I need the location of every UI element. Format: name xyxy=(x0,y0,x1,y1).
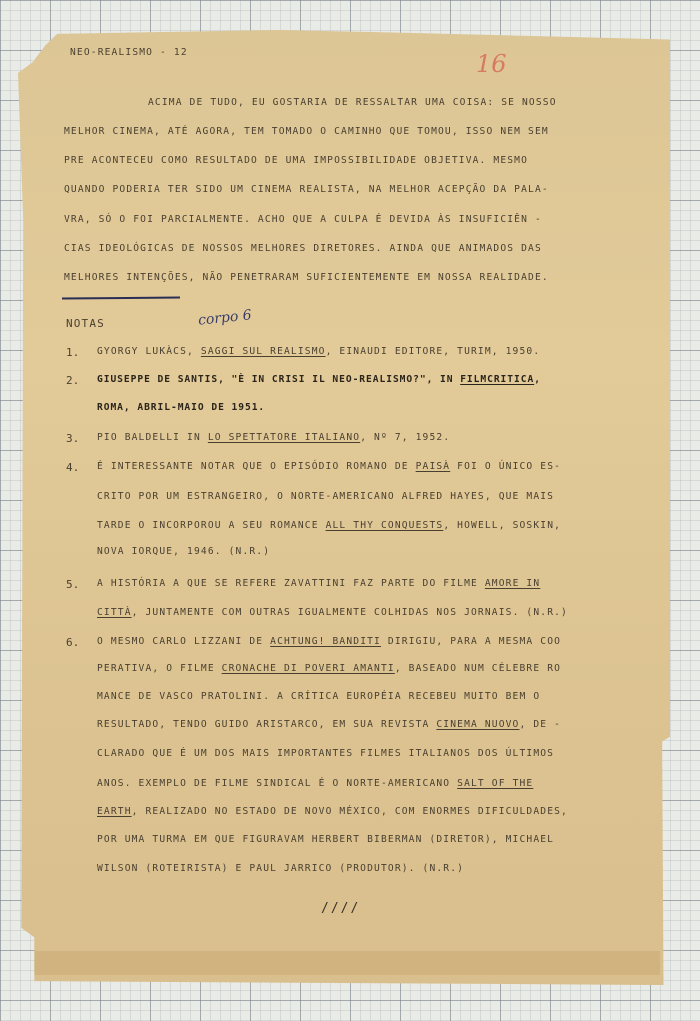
note-line xyxy=(97,461,561,472)
note-text: , JUNTAMENTE COM OUTRAS IGUALMENTE COLHIDAS NOS JORNAIS. (N.R.) xyxy=(131,607,568,618)
note-text: TARDE O INCORPOROU A SEU ROMANCE xyxy=(97,520,326,531)
note-text: RESULTADO, TENDO GUIDO ARISTARCO, EM SUA REVISTA xyxy=(97,719,437,730)
note-line xyxy=(97,778,533,789)
underlined-title: SAGGI SUL REALISMO xyxy=(200,346,326,357)
body-line: MELHORES INTENÇÕES, NÃO PENETRARAM SUFICIENTEMENTE EM NOSSA REALIDADE. xyxy=(64,272,549,283)
underlined-title: CITTÀ xyxy=(97,607,132,618)
note-line xyxy=(97,491,554,502)
note-number: 3. xyxy=(66,432,80,445)
note-text: GIUSEPPE DE SANTIS, "È IN CRISI IL NEO-REALISMO?", IN xyxy=(97,374,461,385)
header-label: NEO-REALISMO - 12 xyxy=(70,47,188,58)
note-text: DIRIGIU, PARA A MESMA COO xyxy=(380,636,562,647)
body-line: CIAS IDEOLÓGICAS DE NOSSOS MELHORES DIRETORES. AINDA QUE ANIMADOS DAS xyxy=(64,243,542,254)
body-line: MELHOR CINEMA, ATÉ AGORA, TEM TOMADO O CAMINHO QUE TOMOU, ISSO NEM SEM xyxy=(64,126,549,137)
note-text: CRITO POR UM ESTRANGEIRO, O NORTE-AMERICANO ALFRED HAYES, QUE MAIS xyxy=(97,491,555,502)
note-text: , Nº 7, 1952. xyxy=(360,432,451,443)
note-number: 4. xyxy=(66,461,80,474)
note-line xyxy=(97,748,554,759)
note-text: GYORGY LUKÀCS, xyxy=(97,346,201,357)
note-text: MANCE DE VASCO PRATOLINI. A CRÍTICA EUROPÉIA RECEBEU MUITO BEM O xyxy=(97,691,541,702)
note-line xyxy=(97,546,270,557)
note-line xyxy=(97,636,561,647)
note-text: ROMA, ABRIL-MAIO DE 1951. xyxy=(97,402,266,413)
note-line xyxy=(97,663,561,674)
note-line xyxy=(97,806,568,817)
note-number: 6. xyxy=(66,636,80,649)
underlined-title: ALL THY CONQUESTS xyxy=(325,520,444,531)
note-text: É INTERESSANTE NOTAR QUE O EPISÓDIO ROMANO DE xyxy=(97,461,416,472)
note-line xyxy=(97,578,540,589)
note-text: CLARADO QUE É UM DOS MAIS IMPORTANTES FILMES ITALIANOS DOS ÚLTIMOS xyxy=(97,748,555,759)
underlined-title: CRONACHE DI POVERI AMANTI xyxy=(221,663,395,674)
note-line xyxy=(97,719,561,730)
underlined-title: AMORE IN xyxy=(484,578,541,589)
end-mark: //// xyxy=(321,901,361,916)
body-line: PRE ACONTECEU COMO RESULTADO DE UMA IMPOSSIBILIDADE OBJETIVA. MESMO xyxy=(64,155,529,166)
note-line xyxy=(97,834,554,845)
note-number: 5. xyxy=(66,578,80,591)
note-text: POR UMA TURMA EM QUE FIGURAVAM HERBERT BIBERMAN (DIRETOR), MICHAEL xyxy=(97,834,555,845)
note-number: 1. xyxy=(66,346,80,359)
handwritten-note: corpo 6 xyxy=(197,307,253,329)
note-line xyxy=(97,863,464,874)
note-line xyxy=(97,432,450,443)
notes-heading: NOTAS xyxy=(66,317,105,330)
note-text: ANOS. EXEMPLO DE FILME SINDICAL É O NORTE-AMERICANO xyxy=(97,778,458,789)
underlined-title: CINEMA NUOVO xyxy=(436,719,520,730)
note-text: , HOWELL, SOSKIN, xyxy=(443,520,562,531)
note-text: , BASEADO NUM CÉLEBRE RO xyxy=(394,663,562,674)
note-text: , EINAUDI EDITORE, TURIM, 1950. xyxy=(325,346,541,357)
body-line: QUANDO PODERIA TER SIDO UM CINEMA REALISTA, NA MELHOR ACEPÇÃO DA PALA- xyxy=(64,184,549,195)
note-text: A HISTÓRIA A QUE SE REFERE ZAVATTINI FAZ PARTE DO FILME xyxy=(97,578,485,589)
note-text: PERATIVA, O FILME xyxy=(97,663,222,674)
underlined-title: FILMCRITICA xyxy=(460,374,535,385)
note-line xyxy=(97,402,265,413)
note-text: PIO BALDELLI IN xyxy=(97,432,208,443)
underlined-title: ACHTUNG! BANDITI xyxy=(270,636,381,647)
note-text: O MESMO CARLO LIZZANI DE xyxy=(97,636,271,647)
body-line: VRA, SÓ O FOI PARCIALMENTE. ACHO QUE A CULPA É DEVIDA ÀS INSUFICIÊN - xyxy=(64,214,542,225)
note-text: WILSON (ROTEIRISTA) E PAUL JARRICO (PRODUTOR). (N.R.) xyxy=(97,863,465,874)
note-text: FOI O ÚNICO ES- xyxy=(450,461,562,472)
underlined-title: PAISÀ xyxy=(415,461,451,472)
underlined-title: LO SPETTATORE ITALIANO xyxy=(207,432,361,443)
note-line xyxy=(97,607,568,618)
note-text: , REALIZADO NO ESTADO DE NOVO MÉXICO, COM ENORMES DIFICULDADES, xyxy=(131,806,568,817)
body-line: ACIMA DE TUDO, EU GOSTARIA DE RESSALTAR UMA COISA: SE NOSSO xyxy=(148,97,557,108)
note-number: 2. xyxy=(66,374,80,387)
note-line xyxy=(97,346,540,357)
note-line xyxy=(97,691,540,702)
underlined-title: EARTH xyxy=(97,806,132,817)
note-line xyxy=(97,374,541,385)
note-line xyxy=(97,520,561,531)
note-text: , xyxy=(534,374,541,385)
underlined-title: SALT OF THE xyxy=(457,778,534,789)
handwritten-page-number: 16 xyxy=(476,50,507,78)
note-text: , DE - xyxy=(519,719,562,730)
note-text: NOVA IORQUE, 1946. (N.R.) xyxy=(97,546,271,557)
